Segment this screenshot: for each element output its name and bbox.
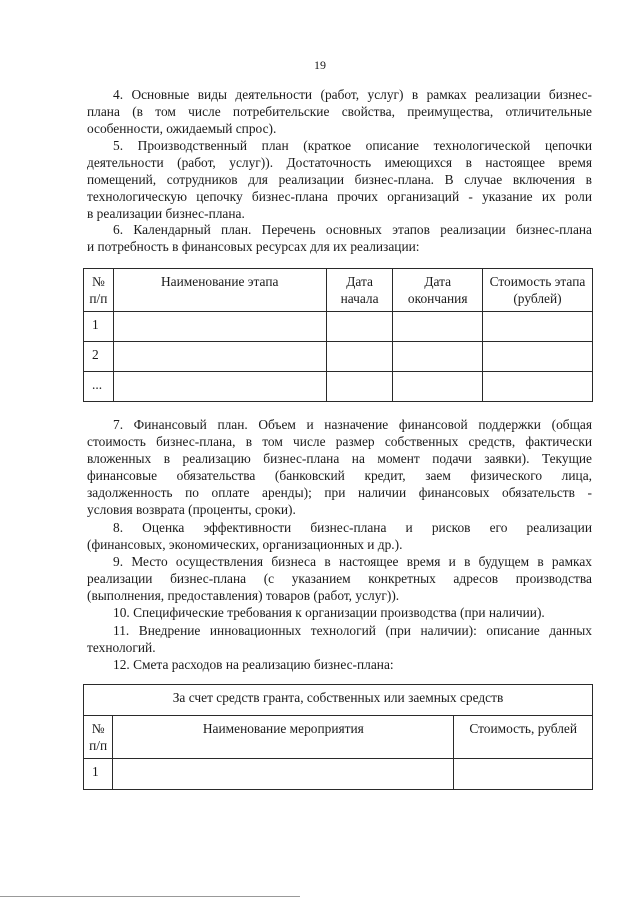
stages-table <box>83 268 593 402</box>
row-number: 1 <box>84 312 114 342</box>
paragraph-10 <box>87 604 592 621</box>
header-cell: Дата окончания <box>393 269 482 312</box>
row-number: 2 <box>84 342 114 372</box>
table-cell <box>393 312 482 342</box>
text-line: (финансовых, экономических, организационных и др.). <box>87 537 403 553</box>
text-line: помещений, сотрудников для реализации бизнес-плана. В случае включения в <box>87 172 592 188</box>
text-line: 10. Специфические требования к организации производства (при наличии). <box>113 605 545 620</box>
table-cell <box>482 372 592 402</box>
table-cell <box>113 342 326 372</box>
header-cell: № п/п <box>84 269 114 312</box>
paragraph-9 <box>87 553 592 604</box>
table-cell <box>393 342 482 372</box>
table-header-row <box>84 716 593 759</box>
text-line: 5. Производственный план (краткое описание технологической цепочки <box>113 138 592 153</box>
paragraph-6 <box>87 221 592 255</box>
text-line: 9. Место осуществления бизнеса в настоящее время и в будущем в рамках <box>113 554 592 569</box>
table-caption-row <box>84 685 593 716</box>
header-cell: Наименование этапа <box>113 269 326 312</box>
table-cell <box>454 759 593 790</box>
text-line: 7. Финансовый план. Объем и назначение финансовой поддержки (общая <box>113 417 592 432</box>
paragraph-5 <box>87 137 592 222</box>
table-row <box>84 312 593 342</box>
paragraph-12 <box>87 656 592 673</box>
table-cell <box>326 342 393 372</box>
table-row <box>84 372 593 402</box>
table-cell <box>113 372 326 402</box>
text-line: вложенных в реализацию бизнес-плана на момент подачи заявки). Текущие <box>87 451 592 467</box>
table-cell <box>393 372 482 402</box>
text-line: 12. Смета расходов на реализацию бизнес-плана: <box>113 657 394 672</box>
table-cell <box>326 372 393 402</box>
text-line: (выполнения, предоставления) товаров (работ, услуг)). <box>87 588 400 604</box>
table-row <box>84 342 593 372</box>
text-line: 11. Внедрение инновационных технологий (при наличии): описание данных <box>113 623 592 638</box>
paragraph-7 <box>87 416 592 519</box>
footer-rule <box>0 896 300 897</box>
header-cell: Наименование мероприятия <box>113 716 454 759</box>
table-cell <box>113 312 326 342</box>
text-line: в реализации бизнес-плана. <box>87 206 245 222</box>
text-line: финансовые обязательства (банковский кредит, заем физического лица, <box>87 468 592 484</box>
header-cell: Дата начала <box>326 269 393 312</box>
page-number: 19 <box>314 58 326 72</box>
row-number: ... <box>84 372 114 402</box>
text-line: и потребность в финансовых ресурсах для их реализации: <box>87 239 420 255</box>
row-number: 1 <box>84 759 113 790</box>
text-line: плана (в том числе потребительские свойства, преимущества, отличительные <box>87 104 592 120</box>
text-line: условия возврата (проценты, сроки). <box>87 502 296 518</box>
header-cell: Стоимость, рублей <box>454 716 593 759</box>
table-row <box>84 759 593 790</box>
text-line: 6. Календарный план. Перечень основных этапов реализации бизнес-плана <box>113 222 592 237</box>
header-cell: № п/п <box>84 716 113 759</box>
table-header-row <box>84 269 593 312</box>
paragraph-11 <box>87 622 592 656</box>
paragraph-8 <box>87 519 592 553</box>
table-cell <box>326 312 393 342</box>
text-line: технологий. <box>87 640 156 656</box>
budget-table <box>83 684 593 790</box>
table-caption: За счет средств гранта, собственных или заемных средств <box>84 685 593 716</box>
text-line: 8. Оценка эффективности бизнес-плана и рисков его реализации <box>113 520 592 535</box>
text-line: реализации бизнес-плана (с указанием конкретных адресов производства <box>87 571 592 587</box>
table-cell <box>482 312 592 342</box>
table-cell <box>113 759 454 790</box>
text-line: задолженность по оплате аренды); при наличии финансовых обязательств - <box>87 485 592 501</box>
text-line: стоимость бизнес-плана, в том числе размер собственных средств, фактически <box>87 434 592 450</box>
paragraph-4 <box>87 86 592 137</box>
text-line: технологическую цепочку бизнес-плана прочих организаций - указание их роли <box>87 189 592 205</box>
text-line: особенности, ожидаемый спрос). <box>87 121 277 137</box>
text-line: деятельности (работ, услуг)). Достаточность имеющихся в настоящее время <box>87 155 592 171</box>
text-line: 4. Основные виды деятельности (работ, услуг) в рамках реализации бизнес- <box>113 87 592 102</box>
table-cell <box>482 342 592 372</box>
header-cell: Стоимость этапа (рублей) <box>482 269 592 312</box>
